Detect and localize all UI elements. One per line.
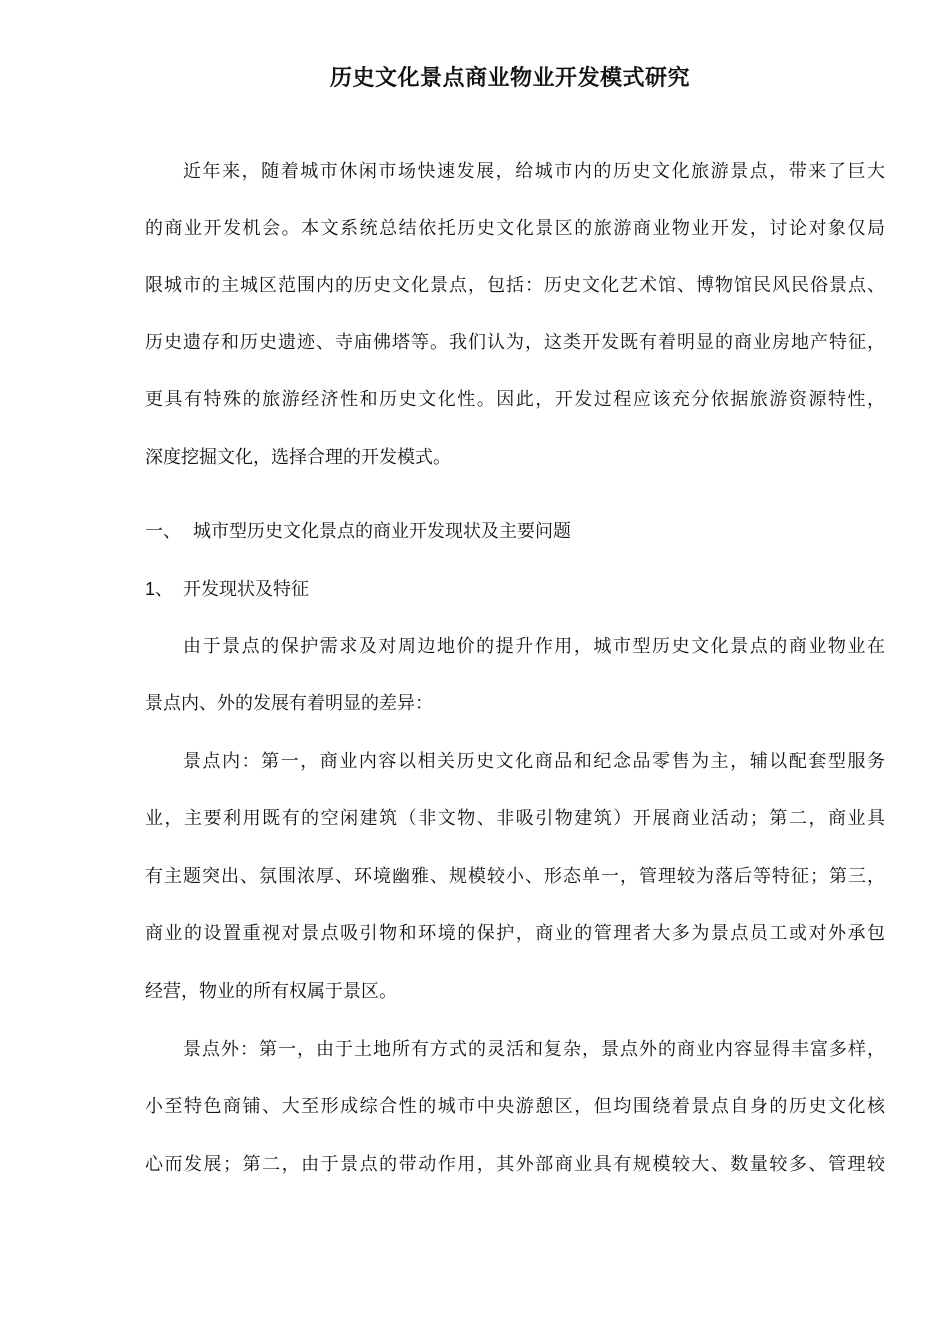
para2-line-5: 经营，物业的所有权属于景区。 (145, 981, 397, 1002)
intro-line-6: 深度挖掘文化，选择合理的开发模式。 (145, 447, 451, 468)
section-heading (145, 517, 571, 547)
para3-line-3: 心而发展；第二，由于景点的带动作用，其外部商业具有规模较大、数量较多、管理较 (145, 1154, 885, 1175)
intro-line-1: 近年来，随着城市休闲市场快速发展，给城市内的历史文化旅游景点，带来了巨大 (183, 161, 885, 182)
para3-line-1: 景点外：第一，由于土地所有方式的灵活和复杂，景点外的商业内容显得丰富多样， (183, 1039, 885, 1060)
para1-line-1: 由于景点的保护需求及对周边地价的提升作用，城市型历史文化景点的商业物业在 (183, 636, 885, 657)
subsection-title: 开发现状及特征 (183, 579, 309, 600)
section-number: 一、 (145, 521, 181, 542)
section-title: 城市型历史文化景点的商业开发现状及主要问题 (193, 521, 571, 542)
intro-line-5: 更具有特殊的旅游经济性和历史文化性。因此，开发过程应该充分依据旅游资源特性， (145, 389, 885, 410)
para2-line-2: 业，主要利用既有的空闲建筑（非文物、非吸引物建筑）开展商业活动；第二，商业具 (145, 808, 885, 829)
intro-line-4: 历史遗存和历史遗迹、寺庙佛塔等。我们认为，这类开发既有着明显的商业房地产特征， (145, 332, 885, 353)
para1-line-2: 景点内、外的发展有着明显的差异： (145, 693, 433, 714)
para3-line-2: 小至特色商铺、大至形成综合性的城市中央游憩区，但均围绕着景点自身的历史文化核 (145, 1096, 885, 1117)
para2-line-1: 景点内：第一，商业内容以相关历史文化商品和纪念品零售为主，辅以配套型服务 (183, 751, 885, 772)
intro-line-2: 的商业开发机会。本文系统总结依托历史文化景区的旅游商业物业开发，讨论对象仅局 (145, 218, 885, 239)
document-title: 历史文化景点商业物业开发模式研究 (329, 66, 690, 91)
subsection-heading (145, 574, 309, 605)
intro-line-3: 限城市的主城区范围内的历史文化景点，包括：历史文化艺术馆、博物馆民风民俗景点、 (145, 275, 885, 296)
subsection-number: 1、 (145, 579, 174, 599)
para2-line-3: 有主题突出、氛围浓厚、环境幽雅、规模较小、形态单一，管理较为落后等特征；第三， (145, 866, 885, 887)
para2-line-4: 商业的设置重视对景点吸引物和环境的保护，商业的管理者大多为景点员工或对外承包 (145, 923, 885, 944)
